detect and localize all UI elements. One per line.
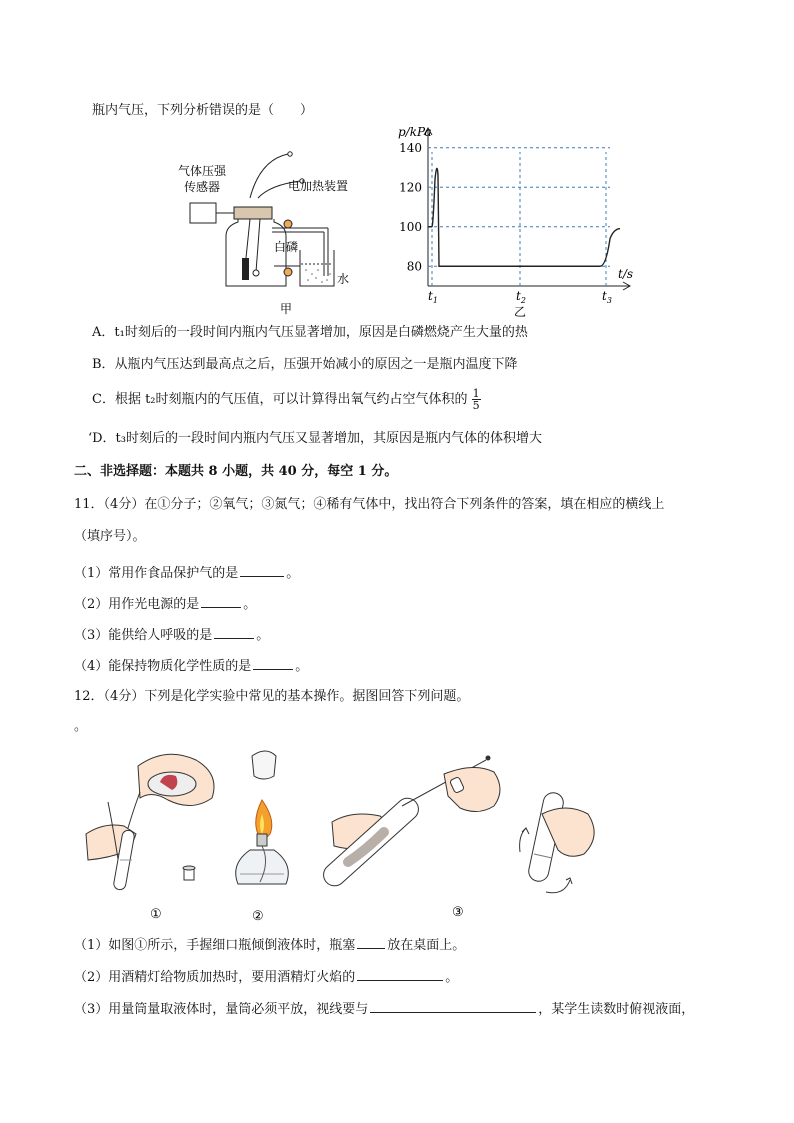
q11-item-2: （2）用作光电源的是 。 <box>74 593 256 614</box>
label-heater: 电加热装置 <box>288 179 349 193</box>
q12-sub-1: （1）如图①所示，手握细口瓶倾倒液体时，瓶塞 放在桌面上。 <box>74 934 465 955</box>
answer-blank[interactable] <box>370 998 536 1013</box>
answer-blank[interactable] <box>214 624 254 639</box>
q12-dot: 。 <box>74 719 88 734</box>
caption-jia: 甲 <box>280 302 293 316</box>
q11-stem: 11．（4分）在①分子；②氧气；③氮气；④稀有气体中，找出符合下列条件的答案，填在相应的横线上 <box>74 497 665 512</box>
answer-blank[interactable] <box>201 593 241 608</box>
option-d: ‘D．t₃时刻后的一段时间内瓶内气压又显著增加，其原因是瓶内气体的体积增大 <box>88 431 542 446</box>
fraction-one-fifth: $\frac{1}{5}$ <box>472 387 480 412</box>
fig-label-2: ② <box>252 909 264 924</box>
x-tick-t3: $t_3$ <box>602 289 612 305</box>
answer-blank[interactable] <box>253 655 293 670</box>
stopper <box>234 207 272 219</box>
y-tick-140: 140 <box>399 140 422 155</box>
fig-label-1: ① <box>150 907 162 922</box>
q11-stem-cont: （填序号）。 <box>74 529 146 544</box>
pressure-chart <box>380 118 650 318</box>
y-tick-80: 80 <box>406 259 422 274</box>
q12-sub-2: （2）用酒精灯给物质加热时，要用酒精灯火焰的 。 <box>74 966 458 987</box>
label-sensor-1: 气体压强 <box>178 164 227 178</box>
answer-blank[interactable] <box>240 562 284 577</box>
apparatus-figure <box>170 140 370 320</box>
chart-caption: 乙 <box>514 305 527 318</box>
option-c <box>92 388 481 411</box>
beaker <box>300 250 334 286</box>
alcohol-lamp-illustration <box>236 751 289 884</box>
q11-item-1: （1）常用作食品保护气的是 。 <box>74 562 299 583</box>
option-c-text: C．根据 t₂时刻瓶内的气压值，可以计算得出氧气约占空气体积的 <box>92 392 468 407</box>
x-tick-t1: $t_1$ <box>428 289 438 305</box>
q12-sub-3: （3）用量筒量取液体时，量筒必须平放，视线要与 ，某学生读数时俯视液面， <box>74 998 694 1019</box>
fig-label-3: ③ <box>452 905 464 920</box>
q11-item-4: （4）能保持物质化学性质的是 。 <box>74 655 308 676</box>
heating-tube-illustration <box>319 756 500 891</box>
label-phosphorus: 白磷 <box>274 240 299 254</box>
option-a: A．t₁时刻后的一段时间内瓶内气压显著增加，原因是白磷燃烧产生大量的热 <box>92 325 528 340</box>
x-tick-t2: $t_2$ <box>516 289 526 305</box>
x-axis-label: t/s <box>618 267 634 281</box>
answer-blank[interactable] <box>357 934 385 949</box>
answer-blank[interactable] <box>357 966 443 981</box>
shaking-tube-illustration <box>520 791 595 893</box>
question-intro: 瓶内气压，下列分析错误的是（ ） <box>92 103 314 118</box>
label-sensor-2: 传感器 <box>184 180 221 194</box>
lab-operations-figure <box>80 742 620 924</box>
y-axis-label: p/kPa <box>398 125 432 139</box>
pressure-curve <box>428 168 620 266</box>
y-tick-100: 100 <box>399 219 422 234</box>
sensor-box <box>190 203 216 223</box>
q12-stem: 12．（4分）下列是化学实验中常见的基本操作。据图回答下列问题。 <box>74 689 470 704</box>
pouring-illustration <box>86 754 214 890</box>
section-heading: 二、非选择题：本题共 8 小题，共 40 分，每空 1 分。 <box>74 464 398 479</box>
option-b: B．从瓶内气压达到最高点之后，压强开始减小的原因之一是瓶内温度下降 <box>92 357 518 372</box>
label-water: 水 <box>337 272 350 286</box>
y-tick-120: 120 <box>399 180 422 195</box>
phosphorus-holder <box>242 258 249 280</box>
q11-item-3: （3）能供给人呼吸的是 。 <box>74 624 269 645</box>
